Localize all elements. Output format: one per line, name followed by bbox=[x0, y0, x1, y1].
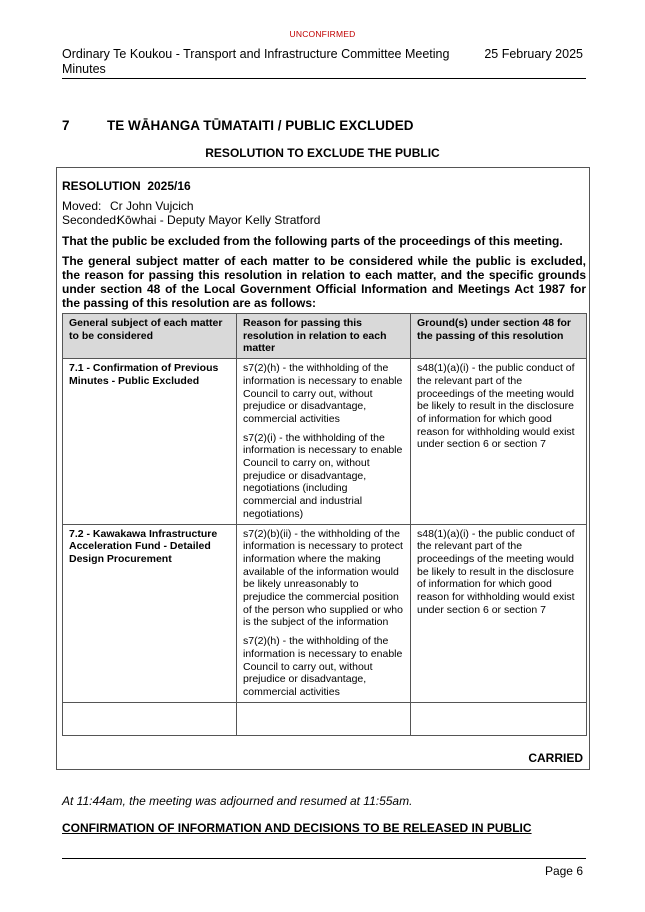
footer-divider bbox=[62, 858, 586, 859]
table-spacer-row bbox=[63, 702, 587, 735]
adjournment-note: At 11:44am, the meeting was adjourned and resumed at 11:55am. bbox=[62, 794, 413, 808]
unconfirmed-stamp: UNCONFIRMED bbox=[289, 29, 356, 39]
moved-value: Cr John Vujcich bbox=[110, 199, 194, 213]
meeting-title: Ordinary Te Koukou - Transport and Infrastructure Committee Meeting Minutes bbox=[62, 47, 450, 76]
table-header-row bbox=[63, 314, 587, 359]
header-reason: Reason for passing this resolution in relation to each matter bbox=[237, 314, 411, 359]
row-reasons bbox=[237, 524, 411, 702]
header-divider bbox=[62, 78, 586, 79]
meeting-date: 25 February 2025 bbox=[484, 47, 583, 61]
public-excluded-table bbox=[62, 313, 587, 736]
row-ground: s48(1)(a)(i) - the public conduct of the relevant part of the proceedings of the meeting would be likely to result in the disclosure of information for which good reason for withholding would exist under section 6 or section 7 bbox=[411, 524, 587, 702]
row-subject: 7.2 - Kawakawa Infrastructure Acceleration Fund - Detailed Design Procurement bbox=[63, 524, 237, 702]
reason-text: s7(2)(h) - the withholding of the information is necessary to enable Council to carry out, without prejudice or disadvantage, commercial activities bbox=[243, 362, 403, 425]
confirmation-heading: CONFIRMATION OF INFORMATION AND DECISIONS TO BE RELEASED IN PUBLIC bbox=[62, 821, 532, 835]
seconded-label: Seconded: bbox=[62, 213, 120, 227]
section-subtitle: RESOLUTION TO EXCLUDE THE PUBLIC bbox=[205, 146, 440, 160]
row-subject: 7.1 - Confirmation of Previous Minutes - Public Excluded bbox=[63, 359, 237, 524]
row-ground: s48(1)(a)(i) - the public conduct of the relevant part of the proceedings of the meeting would be likely to result in the disclosure of information for which good reason for withholding would exist under section 6 or section 7 bbox=[411, 359, 587, 524]
header-subject: General subject of each matter to be considered bbox=[63, 314, 237, 359]
section-number: 7 bbox=[62, 118, 70, 133]
table-row bbox=[63, 359, 587, 524]
reason-text: s7(2)(h) - the withholding of the information is necessary to enable Council to carry out, without prejudice or disadvantage, commercial activities bbox=[243, 635, 403, 698]
header-ground: Ground(s) under section 48 for the passing of this resolution bbox=[411, 314, 587, 359]
moved-label: Moved: bbox=[62, 199, 102, 213]
page-number: Page 6 bbox=[544, 864, 583, 878]
reason-text: s7(2)(i) - the withholding of the information is necessary to enable Council to carry on, without prejudice or disadvantage, negotiations (including commercial and industrial negotiations) bbox=[243, 431, 403, 520]
section-title: TE WĀHANGA TŪMATAITI / PUBLIC EXCLUDED bbox=[107, 118, 414, 133]
row-reasons bbox=[237, 359, 411, 524]
resolution-paragraph-1: That the public be excluded from the following parts of the proceedings of this meeting. bbox=[62, 234, 563, 248]
resolution-paragraph-2: The general subject matter of each matter to be considered while the public is excluded, the reason for passing this resolution in relation to each matter, and the specific grounds under section 48 of the Local Government Official Information and Meetings Act 1987 for the passing of this resolution are as follows: bbox=[62, 254, 586, 310]
seconded-value: Kōwhai - Deputy Mayor Kelly Stratford bbox=[117, 213, 321, 227]
table-row bbox=[63, 524, 587, 702]
carried-label: CARRIED bbox=[528, 751, 583, 765]
resolution-heading: RESOLUTION 2025/16 bbox=[62, 179, 191, 193]
reason-text: s7(2)(b)(ii) - the withholding of the information is necessary to protect information where the making available of the information would be likely unreasonably to prejudice the commercial position of the person who supplied or who is the subject of the information bbox=[243, 527, 403, 629]
